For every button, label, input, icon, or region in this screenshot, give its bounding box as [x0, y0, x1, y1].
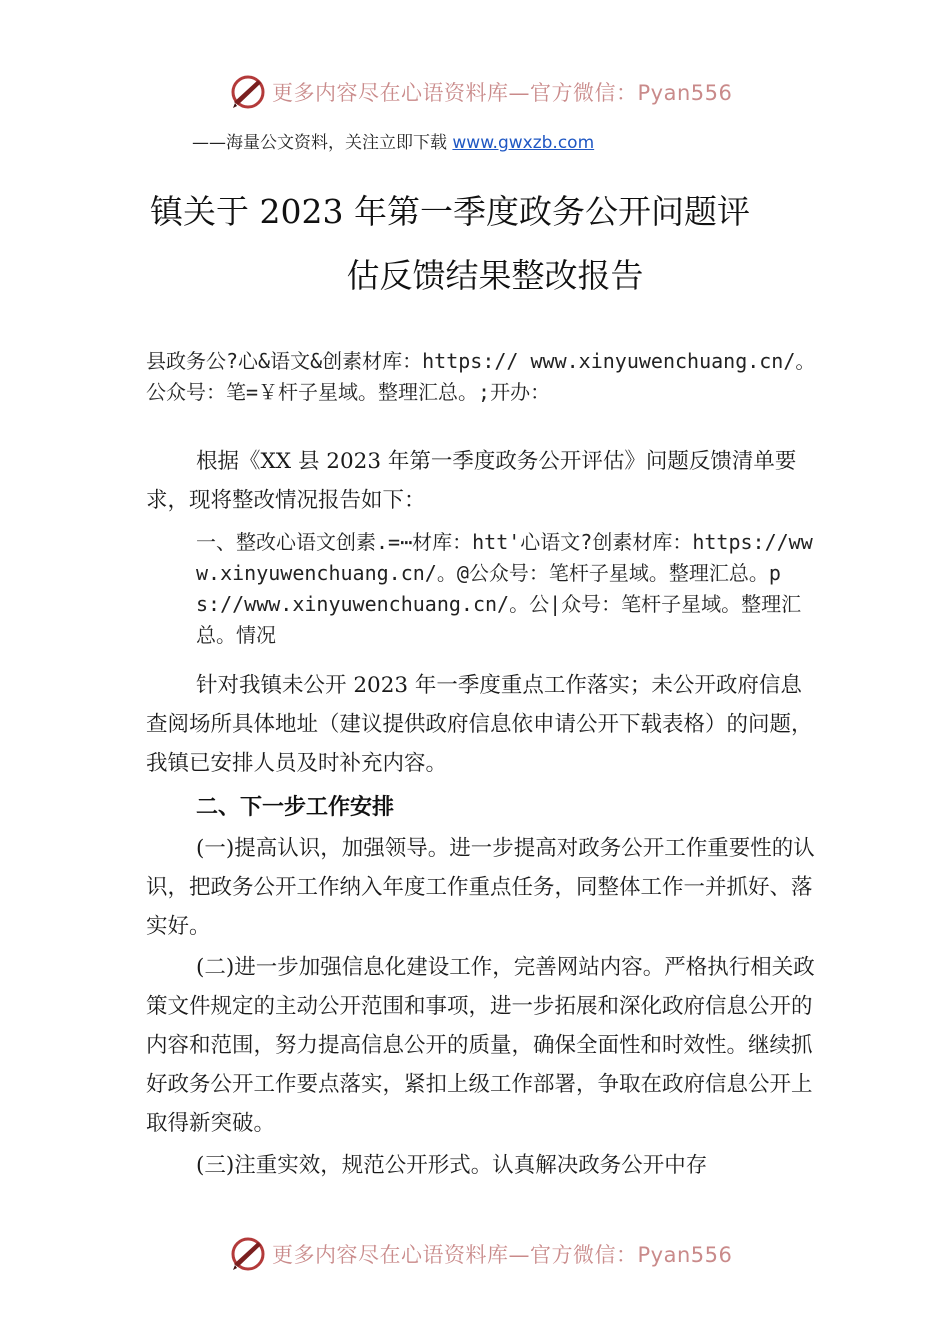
- pen-logo-icon: [228, 72, 268, 112]
- page-title-line2: 估反馈结果整改报告: [346, 256, 644, 295]
- subtitle-prefix: ——海量公文资料，关注立即下载: [192, 133, 453, 153]
- footer-banner: [228, 1234, 748, 1274]
- pen-logo-icon: [228, 1234, 268, 1274]
- section1-heading-noise: 一、整改心语文创素.=⋯材库：htt'心语文?创素材库：https://www.xinyuwenchuang.cn/。@公众号：笔杆子星域。整理汇总。ps://www.xinyuwenchuang.cn/。公|众号：笔杆子星域。整理汇总。情况: [196, 530, 813, 647]
- item1-paragraph: (一)提高认识，加强领导。进一步提高对政务公开工作重要性的认识，把政务公开工作纳入年度工作重点任务，同整体工作一并抓好、落实好。: [146, 836, 815, 939]
- item2-paragraph: (二)进一步加强信息化建设工作，完善网站内容。严格执行相关政策文件规定的主动公开范围和事项，进一步拓展和深化政府信息公开的内容和范围，努力提高信息公开的质量，确保全面性和时效性。继续抓好政务公开工作要点落实，紧扣上级工作部署，争取在政府信息公开上取得新突破。: [146, 955, 815, 1136]
- page-title-line1: 镇关于 2023 年第一季度政务公开问题评: [150, 192, 750, 231]
- banner-text: 更多内容尽在心语资料库—官方微信：Pyan556: [272, 81, 733, 105]
- section1-paragraph: 针对我镇未公开 2023 年一季度重点工作落实；未公开政府信息查阅场所具体地址（建议提供政府信息依申请公开下载表格）的问题，我镇已安排人员及时补充内容。: [146, 673, 813, 776]
- banner-text: 更多内容尽在心语资料库—官方微信：Pyan556: [272, 1243, 733, 1267]
- intro-paragraph: 根据《XX 县 2023 年第一季度政务公开评估》问题反馈清单要求，现将整改情况报告如下：: [146, 449, 797, 513]
- site-link[interactable]: www.gwxzb.com: [452, 133, 595, 153]
- section2-heading: 二、下一步工作安排: [196, 795, 395, 820]
- download-subtitle: [192, 128, 594, 153]
- header-banner: [228, 72, 748, 112]
- noise-paragraph: 县政务公?心&语文&创素材库：https:// www.xinyuwenchuang.cn/。公众号：笔=￥杆子星域。整理汇总。;开办：: [146, 349, 816, 404]
- item3-paragraph: (三)注重实效，规范公开形式。认真解决政务公开中存: [196, 1153, 708, 1178]
